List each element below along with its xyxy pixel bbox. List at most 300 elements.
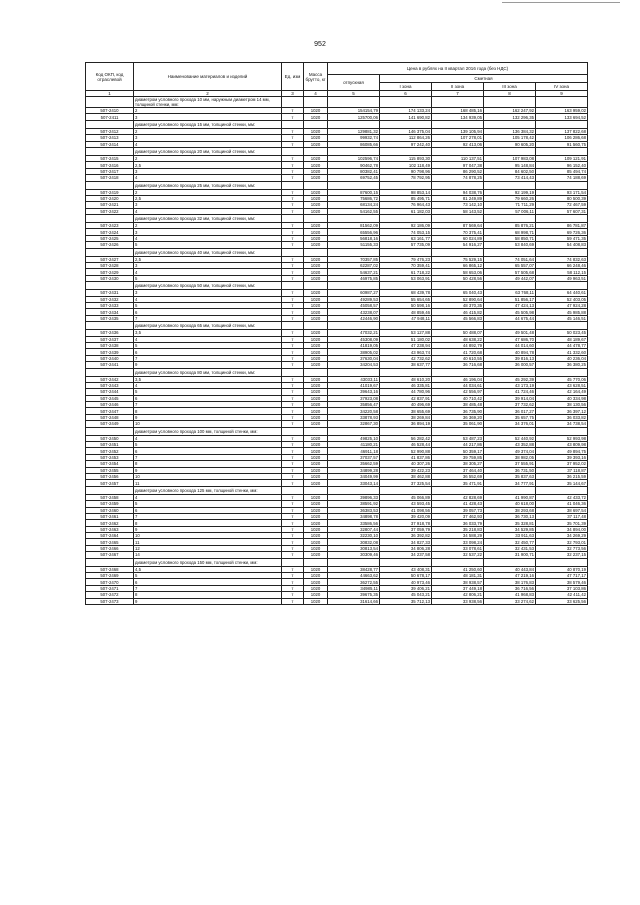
unit-cell: т xyxy=(282,135,304,141)
unit-cell: т xyxy=(282,315,304,321)
wall-thickness-cell: 3 xyxy=(134,202,282,208)
zone-3-price-cell: 41 724,46 xyxy=(484,389,536,395)
zone-2-price-cell: 74 878,25 xyxy=(432,175,484,181)
unit-cell: т xyxy=(282,376,304,382)
zone-2-price-cell: 66 865,12 xyxy=(432,263,484,269)
zone-3-price-cell: 107 983,08 xyxy=(484,155,536,161)
wall-thickness-cell: 3,5 xyxy=(134,330,282,336)
code-cell: 507-2457 xyxy=(86,480,134,486)
unit-cell: т xyxy=(282,533,304,539)
zone-1-price-cell: 40 973,46 xyxy=(380,579,432,585)
empty-cell xyxy=(282,248,304,256)
wall-thickness-cell: 14 xyxy=(134,552,282,558)
release-price-cell: 33043,14 xyxy=(328,480,380,486)
zone-4-price-cell: 44 478,77 xyxy=(536,342,588,348)
zone-2-price-cell: 41 428,43 xyxy=(432,501,484,507)
zone-4-price-cell: 39 393,16 xyxy=(536,454,588,460)
mass-cell: 1020 xyxy=(304,494,328,500)
empty-cell xyxy=(328,427,380,435)
empty-cell xyxy=(380,248,432,256)
header-mass: Масса брутто, кг xyxy=(304,63,328,91)
header-price-group: Цена в рублях на II квартал 2016 года (без НДС) xyxy=(328,63,588,75)
wall-thickness-cell: 3 xyxy=(134,168,282,174)
zone-1-price-cell: 38 462,88 xyxy=(380,473,432,479)
zone-4-price-cell: 45 770,06 xyxy=(536,376,588,382)
zone-1-price-cell: 78 792,95 xyxy=(380,175,432,181)
release-price-cell: 125700,06 xyxy=(328,114,380,120)
price-table xyxy=(85,62,588,605)
mass-cell: 1020 xyxy=(304,461,328,467)
zone-2-price-cell: 97 047,38 xyxy=(432,162,484,168)
wall-thickness-cell: 10 xyxy=(134,533,282,539)
unit-cell: т xyxy=(282,585,304,591)
zone-1-price-cell: 141 690,82 xyxy=(380,114,432,120)
zone-3-price-cell: 65 557,07 xyxy=(484,263,536,269)
zone-1-price-cell: 70 359,41 xyxy=(380,263,432,269)
empty-cell xyxy=(304,282,328,290)
zone-4-price-cell: 37 117,48 xyxy=(536,513,588,519)
unit-cell: т xyxy=(282,395,304,401)
code-cell: 507-2432 xyxy=(86,296,134,302)
wall-thickness-cell: 5 xyxy=(134,302,282,308)
zone-4-price-cell: 34 269,29 xyxy=(536,533,588,539)
code-cell: 507-2413 xyxy=(86,135,134,141)
zone-2-price-cell: 42 806,21 xyxy=(432,592,484,598)
release-price-cell: 87600,15 xyxy=(328,189,380,195)
zone-1-price-cell: 90 798,96 xyxy=(380,168,432,174)
zone-2-price-cell: 36 033,79 xyxy=(432,520,484,526)
release-price-cell: 99932,74 xyxy=(328,135,380,141)
zone-4-price-cell: 49 963,51 xyxy=(536,275,588,281)
unit-cell: т xyxy=(282,454,304,460)
zone-1-price-cell: 46 528,44 xyxy=(380,442,432,448)
mass-cell: 1020 xyxy=(304,296,328,302)
unit-cell: т xyxy=(282,501,304,507)
zone-3-price-cell: 63 768,11 xyxy=(484,290,536,296)
release-price-cell: 36383,53 xyxy=(328,507,380,513)
zone-4-price-cell: 64 440,61 xyxy=(536,290,588,296)
mass-cell: 1020 xyxy=(304,114,328,120)
empty-cell xyxy=(304,181,328,189)
zone-4-price-cell: 93 171,54 xyxy=(536,189,588,195)
mass-cell: 1020 xyxy=(304,128,328,134)
code-cell: 507-2453 xyxy=(86,454,134,460)
group-heading-row xyxy=(86,181,588,189)
mass-cell: 1020 xyxy=(304,545,328,551)
release-price-cell: 90462,78 xyxy=(328,162,380,168)
code-cell: 507-2418 xyxy=(86,175,134,181)
empty-cell xyxy=(282,486,304,494)
code-cell: 507-2468 xyxy=(86,566,134,572)
group-heading: диаметром условного прохода 20 мм, толщиной стенки, мм: xyxy=(134,147,282,155)
zone-2-price-cell: 37 464,40 xyxy=(432,467,484,473)
wall-thickness-cell: 9 xyxy=(134,362,282,368)
release-price-cell: 34049,99 xyxy=(328,473,380,479)
code-cell xyxy=(86,368,134,376)
release-price-cell: 129881,32 xyxy=(328,128,380,134)
release-price-cell: 43033,11 xyxy=(328,376,380,382)
code-cell: 507-2435 xyxy=(86,315,134,321)
unit-cell: т xyxy=(282,566,304,572)
release-price-cell: 37923,08 xyxy=(328,395,380,401)
code-cell: 507-2459 xyxy=(86,501,134,507)
empty-cell xyxy=(282,368,304,376)
zone-2-price-cell: 50 359,17 xyxy=(432,448,484,454)
code-cell: 507-2464 xyxy=(86,533,134,539)
code-cell: 507-2471 xyxy=(86,585,134,591)
code-cell: 507-2431 xyxy=(86,290,134,296)
unit-cell: т xyxy=(282,229,304,235)
code-cell: 507-2412 xyxy=(86,128,134,134)
zone-1-price-cell: 40 307,26 xyxy=(380,461,432,467)
unit-cell: т xyxy=(282,290,304,296)
group-heading-row xyxy=(86,368,588,376)
zone-3-price-cell: 34 529,85 xyxy=(484,526,536,532)
empty-cell xyxy=(328,322,380,330)
zone-2-price-cell: 52 890,64 xyxy=(432,296,484,302)
zone-1-price-cell: 53 127,88 xyxy=(380,330,432,336)
wall-thickness-cell: 11 xyxy=(134,539,282,545)
zone-1-price-cell: 48 610,20 xyxy=(380,376,432,382)
zone-3-price-cell: 43 173,19 xyxy=(484,382,536,388)
empty-cell xyxy=(536,427,588,435)
zone-1-price-cell: 38 655,69 xyxy=(380,408,432,414)
unit-cell: т xyxy=(282,414,304,420)
mass-cell: 1020 xyxy=(304,349,328,355)
unit-cell: т xyxy=(282,309,304,315)
mass-cell: 1020 xyxy=(304,168,328,174)
zone-2-price-cell: 44 034,61 xyxy=(432,382,484,388)
zone-3-price-cell: 136 384,32 xyxy=(484,128,536,134)
zone-2-price-cell: 36 369,20 xyxy=(432,414,484,420)
zone-3-price-cell: 53 840,69 xyxy=(484,242,536,248)
zone-3-price-cell: 38 982,05 xyxy=(484,454,536,460)
empty-cell xyxy=(536,486,588,494)
zone-3-price-cell: 47 219,16 xyxy=(484,573,536,579)
zone-2-price-cell: 168 485,16 xyxy=(432,108,484,114)
zone-1-price-cell: 79 476,23 xyxy=(380,256,432,262)
wall-thickness-cell: 7 xyxy=(134,513,282,519)
wall-thickness-cell: 4 xyxy=(134,141,282,147)
mass-cell: 1020 xyxy=(304,421,328,427)
zone-4-price-cell: 36 397,12 xyxy=(536,408,588,414)
empty-cell xyxy=(536,322,588,330)
zone-3-price-cell: 74 051,64 xyxy=(484,256,536,262)
wall-thickness-cell: 5 xyxy=(134,242,282,248)
zone-3-price-cell: 39 914,04 xyxy=(484,395,536,401)
zone-1-price-cell: 97 242,40 xyxy=(380,141,432,147)
empty-cell xyxy=(380,558,432,566)
wall-thickness-cell: 8 xyxy=(134,408,282,414)
mass-cell: 1020 xyxy=(304,592,328,598)
zone-3-price-cell: 49 374,04 xyxy=(484,448,536,454)
zone-4-price-cell: 43 628,51 xyxy=(536,382,588,388)
zone-2-price-cell: 48 638,22 xyxy=(432,336,484,342)
empty-cell xyxy=(380,147,432,155)
header-zone-3: III зона xyxy=(484,83,536,91)
zone-4-price-cell: 52 403,05 xyxy=(536,296,588,302)
unit-cell: т xyxy=(282,480,304,486)
unit-cell: т xyxy=(282,162,304,168)
unit-cell: т xyxy=(282,592,304,598)
unit-cell: т xyxy=(282,389,304,395)
wall-thickness-cell: 3 xyxy=(134,263,282,269)
code-cell: 507-2441 xyxy=(86,362,134,368)
zone-1-price-cell: 85 495,71 xyxy=(380,195,432,201)
wall-thickness-cell: 6 xyxy=(134,349,282,355)
zone-4-price-cell: 58 112,15 xyxy=(536,269,588,275)
zone-1-price-cell: 74 053,15 xyxy=(380,229,432,235)
unit-cell: т xyxy=(282,269,304,275)
mass-cell: 1020 xyxy=(304,573,328,579)
unit-cell: т xyxy=(282,342,304,348)
wall-thickness-cell: 7 xyxy=(134,585,282,591)
zone-1-price-cell: 34 827,33 xyxy=(380,539,432,545)
empty-cell xyxy=(282,120,304,128)
zone-4-price-cell: 35 144,67 xyxy=(536,480,588,486)
unit-cell: т xyxy=(282,235,304,241)
release-price-cell: 38905,02 xyxy=(328,349,380,355)
header-release: отпускная xyxy=(328,75,380,91)
release-price-cell: 46911,18 xyxy=(328,448,380,454)
zone-1-price-cell: 61 182,03 xyxy=(380,208,432,214)
unit-cell: т xyxy=(282,168,304,174)
wall-thickness-cell: 7 xyxy=(134,355,282,361)
empty-cell xyxy=(484,558,536,566)
release-price-cell: 70357,85 xyxy=(328,256,380,262)
zone-4-price-cell: 59 471,35 xyxy=(536,235,588,241)
zone-1-price-cell: 47 948,11 xyxy=(380,315,432,321)
empty-cell xyxy=(282,97,304,108)
release-price-cell: 65556,96 xyxy=(328,229,380,235)
zone-4-price-cell: 96 152,40 xyxy=(536,162,588,168)
mass-cell: 1020 xyxy=(304,395,328,401)
code-cell: 507-2443 xyxy=(86,382,134,388)
code-cell: 507-2451 xyxy=(86,442,134,448)
empty-cell xyxy=(380,97,432,108)
empty-cell xyxy=(282,181,304,189)
zone-2-price-cell: 44 217,86 xyxy=(432,442,484,448)
code-cell xyxy=(86,97,134,108)
release-price-cell: 41819,05 xyxy=(328,342,380,348)
wall-thickness-cell: 9 xyxy=(134,414,282,420)
release-price-cell: 32230,10 xyxy=(328,533,380,539)
empty-cell xyxy=(282,282,304,290)
wall-thickness-cell: 5 xyxy=(134,501,282,507)
header-estimate: Сметная xyxy=(380,75,588,83)
code-cell: 507-2427 xyxy=(86,256,134,262)
mass-cell: 1020 xyxy=(304,408,328,414)
release-price-cell: 69752,45 xyxy=(328,175,380,181)
code-cell: 507-2465 xyxy=(86,539,134,545)
group-heading-row xyxy=(86,97,588,108)
mass-cell: 1020 xyxy=(304,552,328,558)
zone-4-price-cell: 37 103,86 xyxy=(536,585,588,591)
group-heading-row xyxy=(86,248,588,256)
group-heading-row xyxy=(86,215,588,223)
zone-3-price-cell: 32 431,53 xyxy=(484,545,536,551)
mass-cell: 1020 xyxy=(304,442,328,448)
zone-4-price-cell: 47 924,28 xyxy=(536,302,588,308)
group-heading: диаметром условного прохода 80 мм, толщиной стенки, мм: xyxy=(134,368,282,376)
empty-cell xyxy=(282,427,304,435)
release-price-cell: 41180,21 xyxy=(328,442,380,448)
release-price-cell: 102596,74 xyxy=(328,155,380,161)
zone-2-price-cell: 40 710,42 xyxy=(432,395,484,401)
zone-2-price-cell: 35 218,83 xyxy=(432,526,484,532)
unit-cell: т xyxy=(282,448,304,454)
code-cell: 507-2410 xyxy=(86,108,134,114)
wall-thickness-cell: 4 xyxy=(134,175,282,181)
zone-2-price-cell: 38 305,27 xyxy=(432,461,484,467)
zone-2-price-cell: 58 143,52 xyxy=(432,208,484,214)
zone-2-price-cell: 41 250,60 xyxy=(432,566,484,572)
group-heading-row xyxy=(86,147,588,155)
release-price-cell: 30832,08 xyxy=(328,539,380,545)
zone-4-price-cell: 40 870,19 xyxy=(536,566,588,572)
mass-cell: 1020 xyxy=(304,454,328,460)
release-price-cell: 45308,09 xyxy=(328,336,380,342)
zone-1-price-cell: 68 439,78 xyxy=(380,290,432,296)
mass-cell: 1020 xyxy=(304,269,328,275)
empty-cell xyxy=(484,181,536,189)
wall-thickness-cell: 4 xyxy=(134,382,282,388)
zone-4-price-cell: 42 164,49 xyxy=(536,389,588,395)
zone-4-price-cell: 42 433,72 xyxy=(536,494,588,500)
group-heading: диаметром условного прохода 25 мм, толщиной стенки, мм: xyxy=(134,181,282,189)
release-price-cell: 34899,28 xyxy=(328,467,380,473)
zone-1-price-cell: 46 335,81 xyxy=(380,382,432,388)
mass-cell: 1020 xyxy=(304,526,328,532)
zone-2-price-cell: 46 415,82 xyxy=(432,309,484,315)
group-heading: диаметром условного прохода 125 мм, толщиной стенки, мм: xyxy=(134,486,282,494)
empty-cell xyxy=(328,97,380,108)
zone-4-price-cell: 49 894,75 xyxy=(536,448,588,454)
empty-cell xyxy=(328,368,380,376)
unit-cell: т xyxy=(282,296,304,302)
unit-cell: т xyxy=(282,141,304,147)
zone-3-price-cell: 57 006,11 xyxy=(484,208,536,214)
zone-2-price-cell: 36 552,69 xyxy=(432,473,484,479)
empty-cell xyxy=(536,282,588,290)
unit-cell: т xyxy=(282,598,304,604)
zone-1-price-cell: 50 598,16 xyxy=(380,302,432,308)
code-cell xyxy=(86,282,134,290)
empty-cell xyxy=(484,120,536,128)
zone-1-price-cell: 42 732,62 xyxy=(380,355,432,361)
zone-4-price-cell: 66 248,46 xyxy=(536,263,588,269)
mass-cell: 1020 xyxy=(304,566,328,572)
zone-4-price-cell: 133 694,52 xyxy=(536,114,588,120)
zone-3-price-cell: 37 555,91 xyxy=(484,461,536,467)
empty-cell xyxy=(432,120,484,128)
wall-thickness-cell: 7 xyxy=(134,315,282,321)
zone-3-price-cell: 45 505,98 xyxy=(484,309,536,315)
zone-4-price-cell: 37 118,87 xyxy=(536,467,588,473)
wall-thickness-cell: 2,5 xyxy=(134,195,282,201)
zone-2-price-cell: 32 537,22 xyxy=(432,552,484,558)
group-heading-row xyxy=(86,427,588,435)
mass-cell: 1020 xyxy=(304,507,328,513)
empty-cell xyxy=(536,120,588,128)
mass-cell: 1020 xyxy=(304,175,328,181)
release-price-cell: 37037,57 xyxy=(328,454,380,460)
release-price-cell: 49825,10 xyxy=(328,435,380,441)
unit-cell: т xyxy=(282,263,304,269)
zone-3-price-cell: 79 660,26 xyxy=(484,195,536,201)
zone-1-price-cell: 112 864,26 xyxy=(380,135,432,141)
code-cell: 507-2422 xyxy=(86,208,134,214)
zone-3-price-cell: 84 602,50 xyxy=(484,168,536,174)
zone-2-price-cell: 44 892,79 xyxy=(432,342,484,348)
release-price-cell: 47032,21 xyxy=(328,330,380,336)
empty-cell xyxy=(432,322,484,330)
code-cell xyxy=(86,215,134,223)
zone-4-price-cell: 109 121,91 xyxy=(536,155,588,161)
wall-thickness-cell: 7 xyxy=(134,402,282,408)
code-cell: 507-2456 xyxy=(86,473,134,479)
unit-cell: т xyxy=(282,539,304,545)
zone-3-price-cell: 36 716,56 xyxy=(484,585,536,591)
unit-cell: т xyxy=(282,520,304,526)
empty-cell xyxy=(536,248,588,256)
unit-cell: т xyxy=(282,195,304,201)
wall-thickness-cell: 5 xyxy=(134,442,282,448)
code-cell: 507-2444 xyxy=(86,389,134,395)
zone-1-price-cell: 37 059,79 xyxy=(380,526,432,532)
unit-cell: т xyxy=(282,208,304,214)
zone-1-price-cell: 57 735,09 xyxy=(380,242,432,248)
zone-4-price-cell: 137 822,68 xyxy=(536,128,588,134)
wall-thickness-cell: 6 xyxy=(134,309,282,315)
empty-cell xyxy=(484,215,536,223)
zone-1-price-cell: 92 186,09 xyxy=(380,223,432,229)
column-index: 1 xyxy=(86,91,134,97)
table-body xyxy=(86,97,588,605)
mass-cell: 1020 xyxy=(304,336,328,342)
group-heading-row xyxy=(86,120,588,128)
empty-cell xyxy=(432,558,484,566)
release-price-cell: 35856,47 xyxy=(328,402,380,408)
zone-1-price-cell: 34 237,58 xyxy=(380,552,432,558)
zone-3-price-cell: 33 274,62 xyxy=(484,598,536,604)
release-price-cell: 54162,55 xyxy=(328,208,380,214)
unit-cell: т xyxy=(282,108,304,114)
code-cell: 507-2469 xyxy=(86,573,134,579)
release-price-cell: 34985,11 xyxy=(328,585,380,591)
wall-thickness-cell: 10 xyxy=(134,473,282,479)
column-index: 3 xyxy=(282,91,304,97)
zone-2-price-cell: 65 040,43 xyxy=(432,290,484,296)
wall-thickness-cell: 6 xyxy=(134,395,282,401)
group-heading: диаметром условного прохода 50 мм, толщиной стенки, мм: xyxy=(134,282,282,290)
unit-cell: т xyxy=(282,223,304,229)
table-header xyxy=(86,63,588,97)
group-heading: диаметром условного прохода 15 мм, толщиной стенки, мм: xyxy=(134,120,282,128)
code-cell: 507-2416 xyxy=(86,162,134,168)
release-price-cell: 44663,62 xyxy=(328,573,380,579)
zone-1-price-cell: 37 918,78 xyxy=(380,520,432,526)
wall-thickness-cell: 8 xyxy=(134,520,282,526)
zone-1-price-cell: 43 408,31 xyxy=(380,566,432,572)
zone-2-price-cell: 33 078,61 xyxy=(432,545,484,551)
wall-thickness-cell: 6 xyxy=(134,448,282,454)
code-cell: 507-2434 xyxy=(86,309,134,315)
release-price-cell: 38428,77 xyxy=(328,566,380,572)
scan-edge-mark xyxy=(502,2,620,3)
zone-2-price-cell: 42 828,69 xyxy=(432,494,484,500)
zone-3-price-cell: 85 876,21 xyxy=(484,223,536,229)
